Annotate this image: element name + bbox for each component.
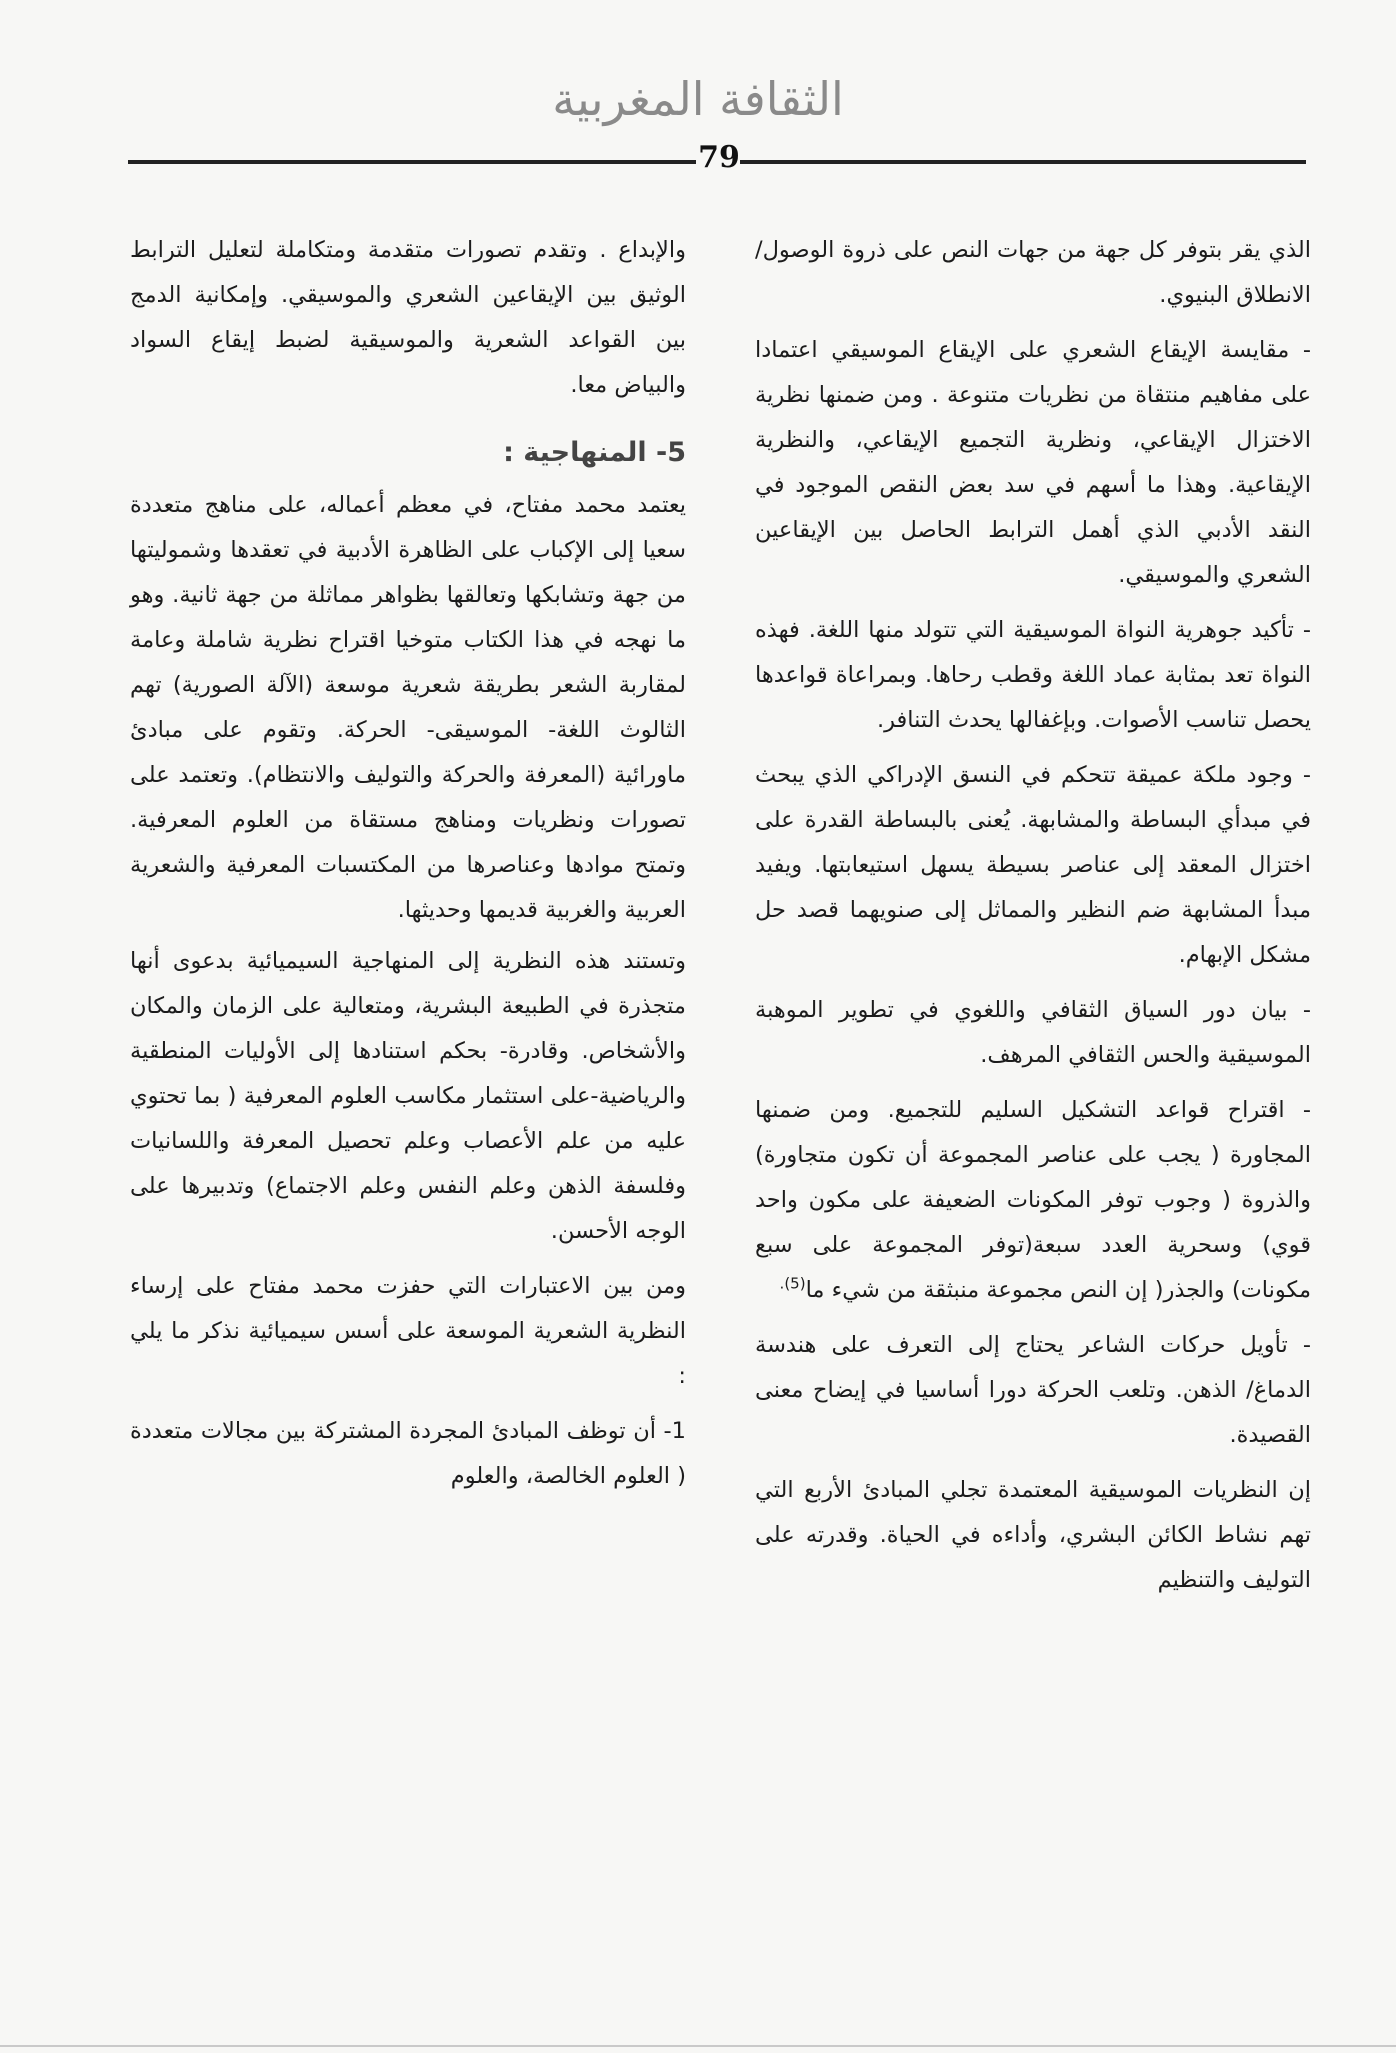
page-number: 79 [698,140,740,175]
paragraph: 1- أن توظف المبادئ المجردة المشتركة بين مجالات متعددة ( العلوم الخالصة، والعلوم [130,1418,686,1489]
paragraph: والإبداع . وتقدم تصورات متقدمة ومتكاملة لتعليل الترابط الوثيق بين الإيقاعين الشعري والموسيقي. وإمكانية الدمج بين القواعد الشعرية والموسيقية لضبط إيقاع السواد والبياض معا. [130,237,686,398]
left-column [130,228,686,1505]
paragraph: وتستند هذه النظرية إلى المنهاجية السيميائية بدعوى أنها متجذرة في الطبيعة البشرية، ومتعالية على الزمان والمكان والأشخاص. وقادرة- بحكم استنادها إلى الأوليات المنطقية والرياضية-على استثمار مكاسب العلوم المعرفية ( بما تحتوي عليه من علم الأعصاب وعلم تحصيل المعرفة واللسانيات وفلسفة الذهن وعلم النفس وعلم الاجتماع) وتدبيرها على الوجه الأحسن. [130,948,686,1244]
paragraph: - تأكيد جوهرية النواة الموسيقية التي تتولد منها اللغة. فهذه النواة تعد بمثابة عماد اللغة وقطب رحاها. وبمراعاة قواعدها يحصل تناسب الأصوات. وبإغفالها يحدث التنافر. [755,617,1311,733]
paragraph: يعتمد محمد مفتاح، في معظم أعماله، على مناهج متعددة سعيا إلى الإكباب على الظاهرة الأدبية في تعقدها وشموليتها من جهة وتشابكها وتعالقها بظواهر مماثلة من جهة ثانية. وهو ما نهجه في هذا الكتاب متوخيا اقتراح نظرية شاملة وعامة لمقاربة الشعر بطريقة شعرية موسعة (الآلة الصورية) تهم الثالوث اللغة- الموسيقى- الحركة. وتقوم على مبادئ ماورائية (المعرفة والحركة والتوليف والانتظام). وتعتمد على تصورات ونظريات ومناهج مستقاة من العلوم المعرفية. وتمتح موادها وعناصرها من المكتسبات المعرفية والشعرية العربية والغربية قديمها وحديثها. [130,492,686,923]
paragraph: - تأويل حركات الشاعر يحتاج إلى التعرف على هندسة الدماغ/ الذهن. وتلعب الحركة دورا أساسيا في إيضاح معنى القصيدة. [755,1332,1311,1448]
header-rule-left [128,160,696,164]
paragraph: - وجود ملكة عميقة تتحكم في النسق الإدراكي الذي يبحث في مبدأي البساطة والمشابهة. يُعنى بالبساطة القدرة على اختزال المعقد إلى عناصر بسيطة يسهل استيعابتها. ويفيد مبدأ المشابهة ضم النظير والمماثل إلى صنويهما قصد حل مشكل الإبهام. [755,762,1311,968]
paragraph-text: - اقتراح قواعد التشكيل السليم للتجميع. ومن ضمنها المجاورة ( يجب على عناصر المجموعة أن تكون متجاورة) والذروة ( وجوب توفر المكونات الضعيفة على مكون واحد قوي) وسحرية العدد سبعة(توفر المجموعة على سبع مكونات) والجذر( إن النص مجموعة منبثقة من شيء ما [755,1097,1311,1303]
section-heading: 5- المنهاجية : [503,437,686,468]
paragraph: إن النظريات الموسيقية المعتمدة تجلي المبادئ الأربع التي تهم نشاط الكائن البشري، وأداءه في الحياة. وقدرته على التوليف والتنظيم [755,1477,1311,1593]
right-column [755,228,1311,1609]
paragraph: الذي يقر بتوفر كل جهة من جهات النص على ذروة الوصول/ الانطلاق البنيوي. [755,237,1311,308]
paragraph [755,1088,1311,1313]
journal-title: الثقافة المغربية [552,72,844,126]
header-rule-right [740,160,1306,164]
paragraph: - مقايسة الإيقاع الشعري على الإيقاع الموسيقي اعتمادا على مفاهيم منتقاة من نظريات متنوعة . ومن ضمنها نظرية الاختزال الإيقاعي، ونظرية التجميع الإيقاعي، والنظرية الإيقاعية. وهذا ما أسهم في سد بعض النقص الموجود في النقد الأدبي الذي أهمل الترابط الحاصل بين الإيقاعين الشعري والموسيقي. [755,337,1311,588]
page-bottom-edge [0,2045,1396,2047]
paragraph: - بيان دور السياق الثقافي واللغوي في تطوير الموهبة الموسيقية والحس الثقافي المرهف. [755,997,1311,1068]
paragraph: ومن بين الاعتبارات التي حفزت محمد مفتاح على إرساء النظرية الشعرية الموسعة على أسس سيميائية نذكر ما يلي : [130,1273,686,1389]
footnote-marker: (5). [779,1274,806,1293]
